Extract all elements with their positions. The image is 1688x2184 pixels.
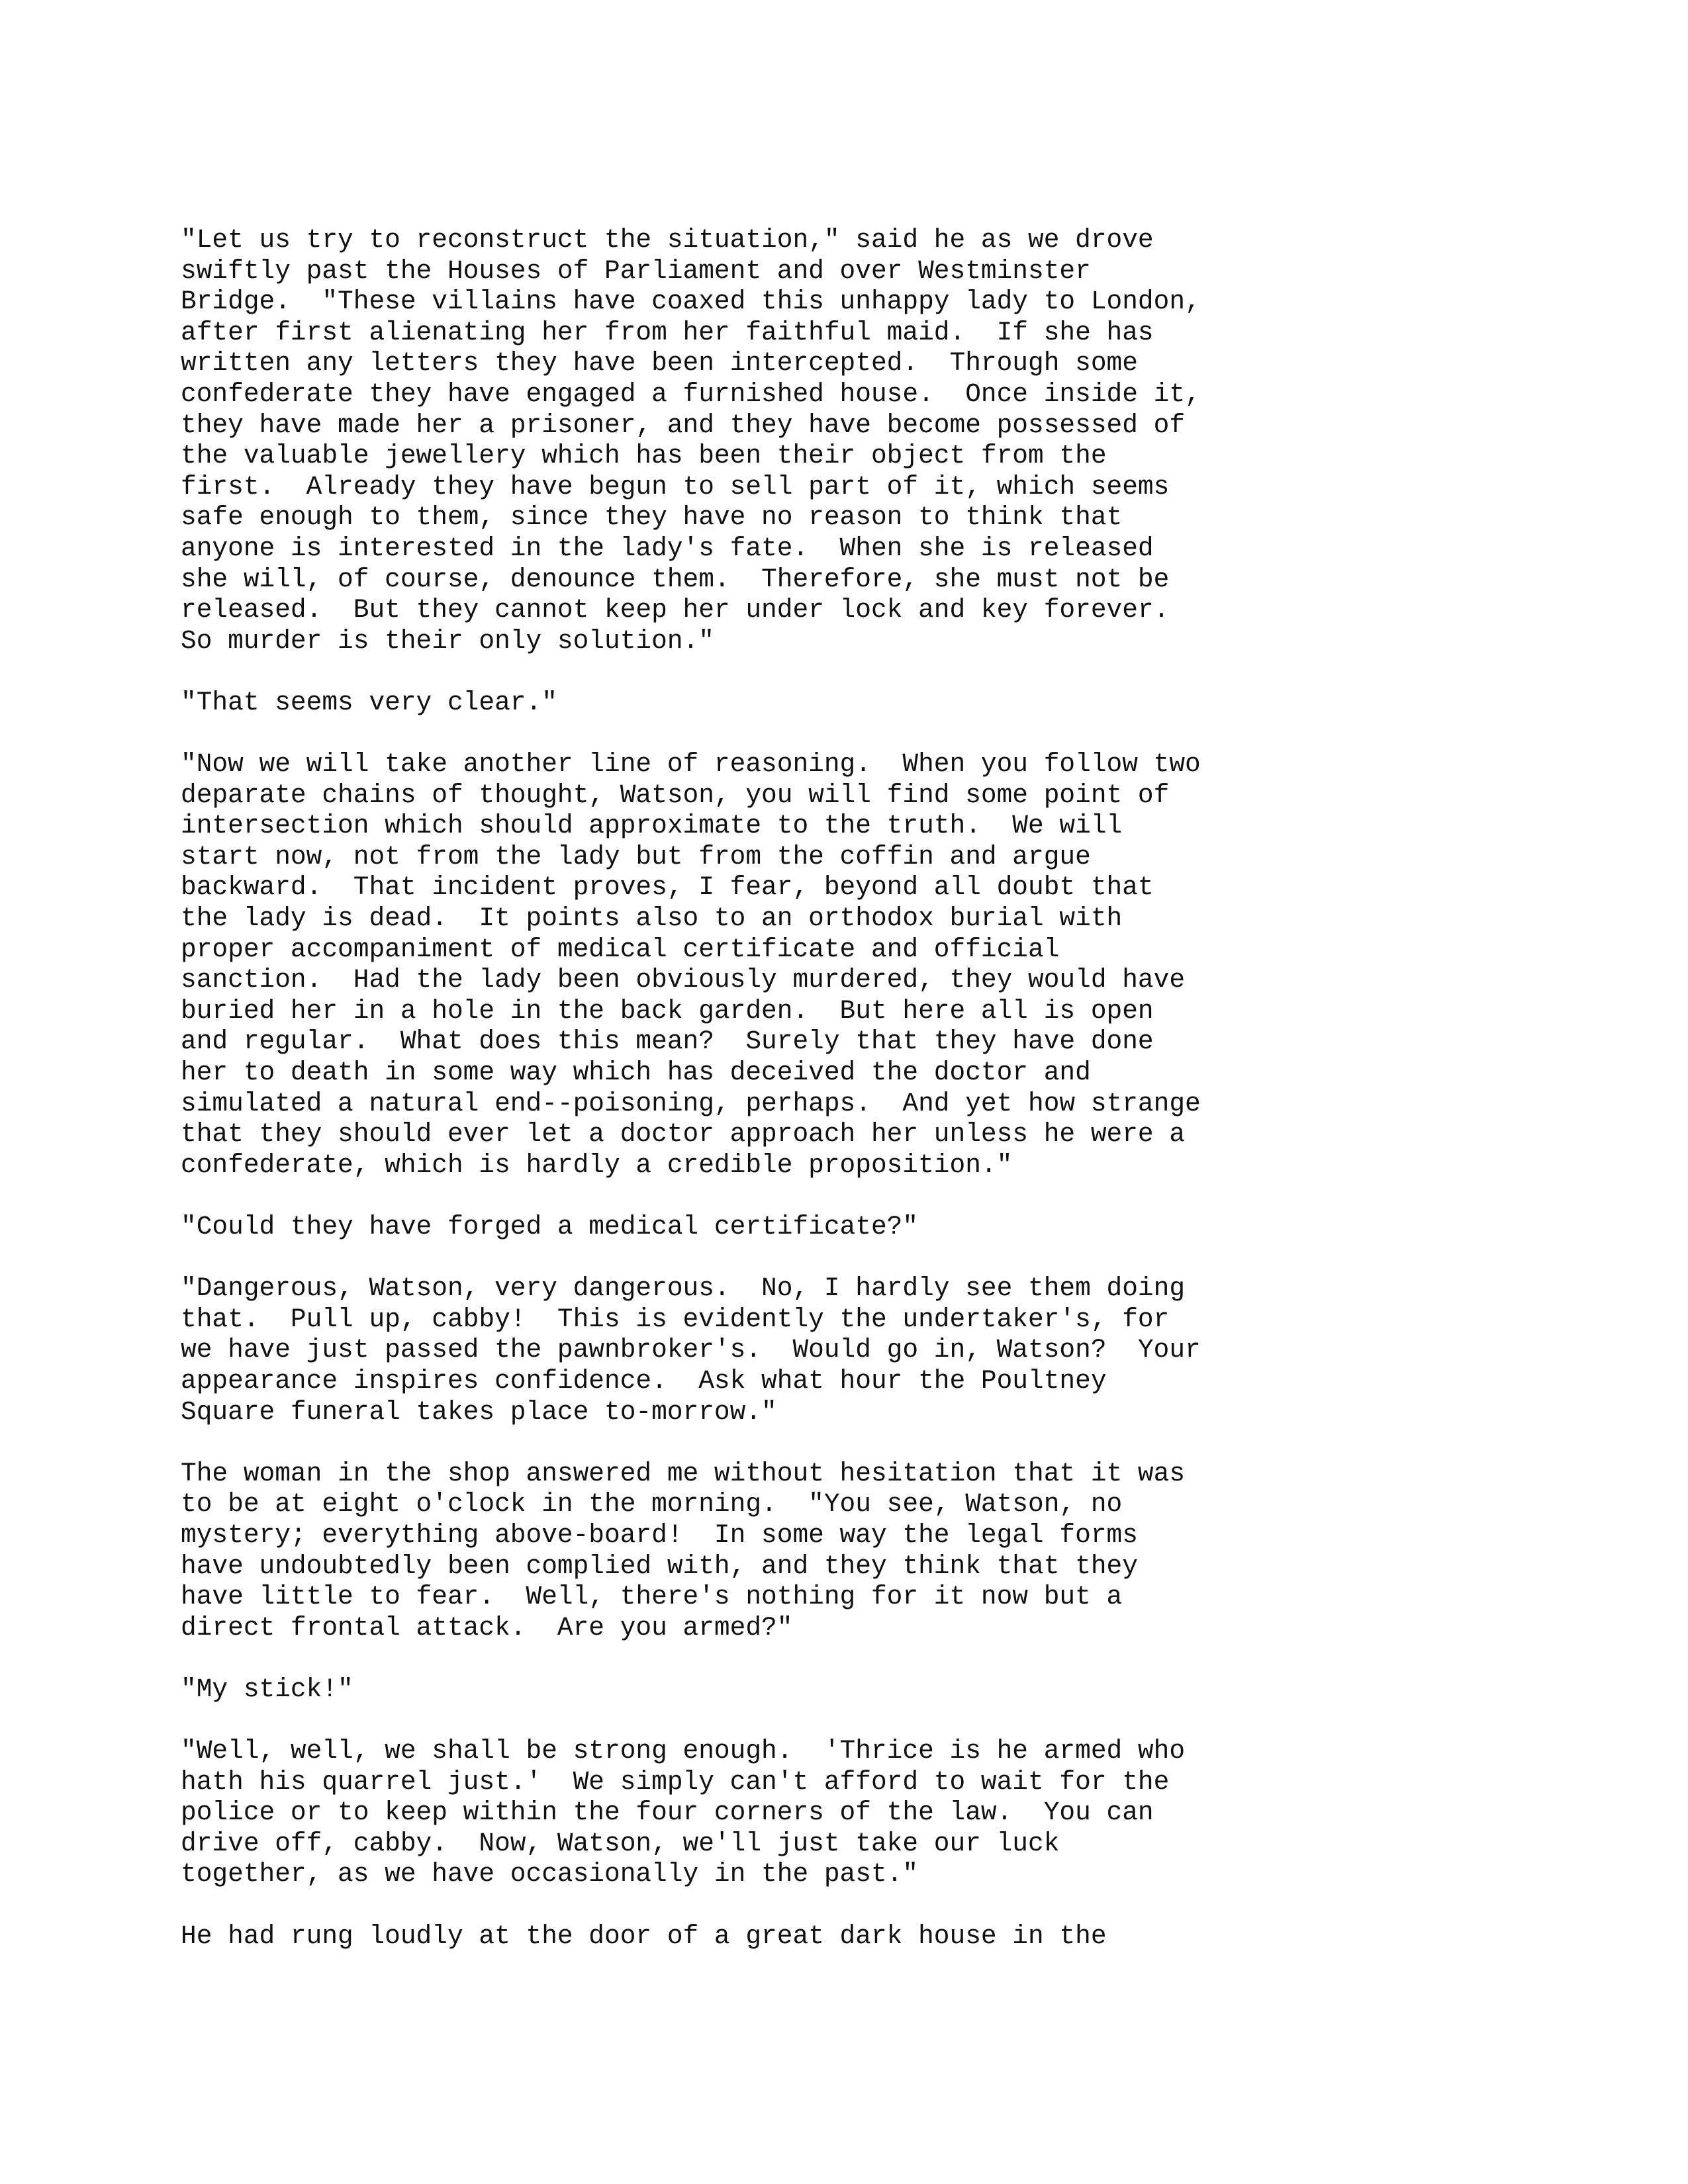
text-line: anyone is interested in the lady's fate. When she is released — [181, 533, 1154, 563]
text-line: first. Already they have begun to sell part of it, which seems — [181, 471, 1170, 502]
text-line: together, as we have occasionally in the past." — [181, 1859, 919, 1889]
text-line: have little to fear. Well, there's nothing for it now but a — [181, 1582, 1123, 1612]
paragraph — [181, 1674, 1571, 1706]
text-line: "That seems very clear." — [181, 687, 557, 717]
text-line: they have made her a prisoner, and they have become possessed of — [181, 410, 1186, 440]
paragraph — [181, 225, 1571, 657]
text-line: confederate, which is hardly a credible proposition." — [181, 1150, 1013, 1180]
paragraph — [181, 1459, 1571, 1644]
text-line: that. Pull up, cabby! This is evidently the undertaker's, for — [181, 1304, 1170, 1334]
text-line: appearance inspires confidence. Ask what hour the Poultney — [181, 1365, 1107, 1396]
text-line: mystery; everything above-board! In some way the legal forms — [181, 1520, 1138, 1550]
text-line: safe enough to them, since they have no reason to think that — [181, 502, 1123, 533]
paragraph — [181, 1736, 1571, 1890]
text-line: buried her in a hole in the back garden. But here all is open — [181, 995, 1154, 1026]
text-line: and regular. What does this mean? Surely that they have done — [181, 1026, 1154, 1057]
text-line: that they should ever let a doctor approach her unless he were a — [181, 1119, 1186, 1150]
text-line: confederate they have engaged a furnished house. Once inside it, — [181, 379, 1201, 409]
text-line: written any letters they have been intercepted. Through some — [181, 348, 1138, 379]
text-line: "My stick!" — [181, 1674, 353, 1704]
text-line: we have just passed the pawnbroker's. Would go in, Watson? Your — [181, 1335, 1201, 1365]
text-line: to be at eight o'clock in the morning. "You see, Watson, no — [181, 1489, 1123, 1520]
text-line: direct frontal attack. Are you armed?" — [181, 1612, 793, 1643]
text-line: she will, of course, denounce them. Therefore, she must not be — [181, 564, 1170, 594]
text-line: "Now we will take another line of reasoning. When you follow two — [181, 749, 1201, 780]
text-line: released. But they cannot keep her under lock and key forever. — [181, 595, 1170, 625]
text-line: the lady is dead. It points also to an orthodox burial with — [181, 903, 1123, 934]
text-line: the valuable jewellery which has been their object from the — [181, 441, 1107, 471]
text-line: swiftly past the Houses of Parliament and over Westminster — [181, 255, 1091, 286]
paragraph — [181, 1921, 1571, 1952]
text-line: The woman in the shop answered me without hesitation that it was — [181, 1458, 1186, 1488]
paragraph — [181, 749, 1571, 1181]
text-line: her to death in some way which has deceived the doctor and — [181, 1058, 1091, 1088]
text-line: have undoubtedly been complied with, and they think that they — [181, 1551, 1138, 1581]
text-line: drive off, cabby. Now, Watson, we'll just take our luck — [181, 1828, 1060, 1858]
text-line: "Could they have forged a medical certificate?" — [181, 1212, 919, 1242]
body-text — [181, 225, 1571, 1983]
text-line: He had rung loudly at the door of a great dark house in the — [181, 1921, 1107, 1951]
text-line: So murder is their only solution." — [181, 625, 714, 656]
text-line: police or to keep within the four corners of the law. You can — [181, 1797, 1154, 1828]
paragraph — [181, 1212, 1571, 1243]
text-line: hath his quarrel just.' We simply can't afford to wait for the — [181, 1766, 1170, 1797]
paragraph — [181, 688, 1571, 719]
text-line: "Let us try to reconstruct the situation," said he as we drove — [181, 225, 1154, 255]
text-line: sanction. Had the lady been obviously murdered, they would have — [181, 965, 1186, 995]
text-line: intersection which should approximate to the truth. We will — [181, 811, 1123, 841]
text-line: "Well, well, we shall be strong enough. 'Thrice is he armed who — [181, 1736, 1186, 1766]
text-line: Square funeral takes place to-morrow." — [181, 1396, 777, 1427]
text-line: backward. That incident proves, I fear, beyond all doubt that — [181, 872, 1154, 903]
text-line: simulated a natural end--poisoning, perhaps. And yet how strange — [181, 1088, 1201, 1118]
text-line: Bridge. "These villains have coaxed this unhappy lady to London, — [181, 287, 1201, 317]
text-line: after first alienating her from her faithful maid. If she has — [181, 317, 1154, 347]
text-line: start now, not from the lady but from the coffin and argue — [181, 841, 1091, 872]
paragraph — [181, 1273, 1571, 1428]
text-line: "Dangerous, Watson, very dangerous. No, I hardly see them doing — [181, 1273, 1186, 1304]
text-line: deparate chains of thought, Watson, you will find some point of — [181, 780, 1170, 810]
text-line: proper accompaniment of medical certificate and official — [181, 934, 1060, 964]
